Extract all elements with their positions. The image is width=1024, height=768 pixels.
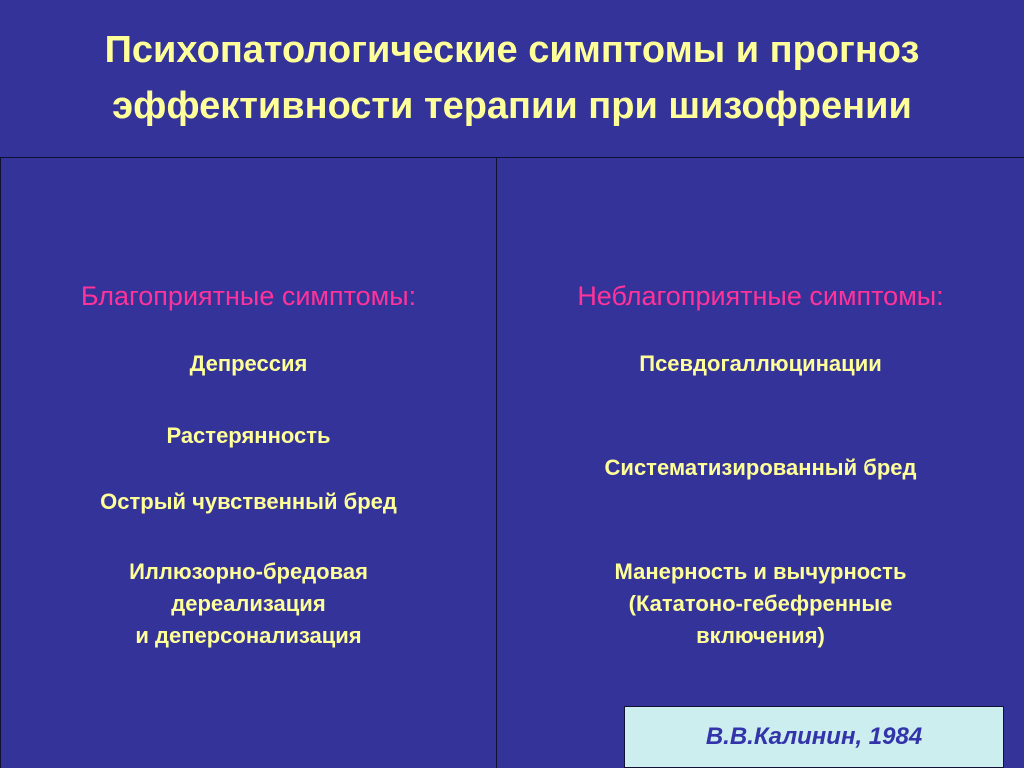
favorable-item-confusion — [1, 420, 496, 452]
unfavorable-item-line: Манерность и вычурность — [614, 559, 907, 584]
unfavorable-item-line: Систематизированный бред — [604, 455, 917, 480]
favorable-item-derealization — [1, 556, 496, 652]
slide-title-line-1: Психопатологические симптомы и прогноз — [104, 29, 920, 71]
favorable-item-line: Депрессия — [189, 351, 308, 376]
unfavorable-header: Неблагоприятные симптомы: — [577, 281, 944, 311]
unfavorable-column — [497, 158, 1024, 768]
citation-box — [624, 706, 1004, 768]
unfavorable-item-line: включения) — [696, 623, 825, 648]
favorable-item-acute-delusion — [1, 486, 496, 518]
favorable-column — [0, 158, 497, 768]
favorable-item-line: Растерянность — [166, 423, 331, 448]
favorable-header: Благоприятные симптомы: — [80, 281, 417, 311]
favorable-item-line: дереализация — [171, 591, 326, 616]
unfavorable-item-line: (Кататоно-гебефренные — [628, 591, 893, 616]
symptoms-table — [0, 157, 1024, 768]
citation-text: В.В.Калинин, 1984 — [705, 723, 923, 750]
unfavorable-item-mannerism — [497, 556, 1024, 652]
unfavorable-item-line: Псевдогаллюцинации — [639, 351, 882, 376]
unfavorable-item-pseudohallucinations — [497, 348, 1024, 380]
favorable-item-line: Острый чувственный бред — [100, 489, 397, 514]
slide-title-line-2: эффективности терапии при шизофрении — [112, 85, 912, 127]
favorable-item-depression — [1, 348, 496, 380]
slide-title — [0, 22, 1024, 134]
favorable-item-line: и деперсонализация — [135, 623, 362, 648]
favorable-item-line: Иллюзорно-бредовая — [129, 559, 368, 584]
unfavorable-item-systematized-delusion — [497, 452, 1024, 484]
